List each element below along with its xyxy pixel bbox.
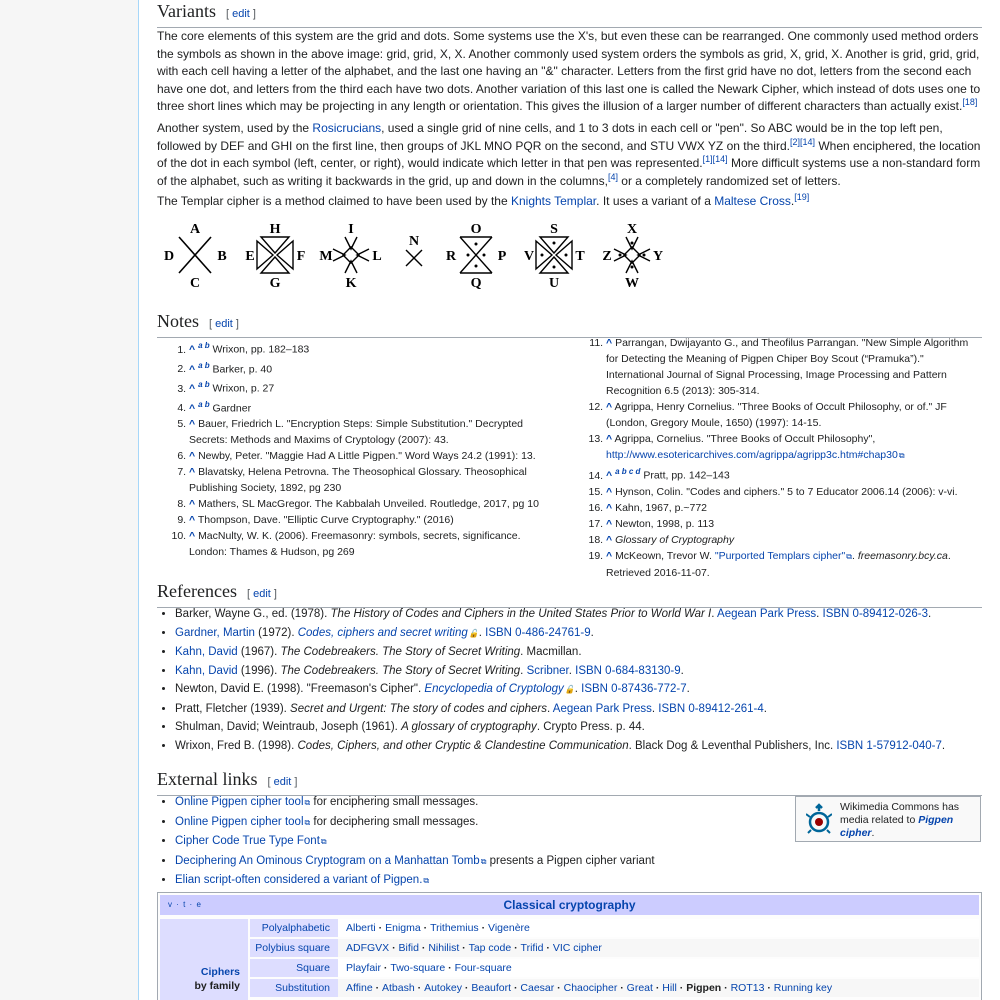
references-list: [157, 605, 982, 755]
note-item: 13. ^ Agrippa, Cornelius. "Three Books of Occult Philosophy", http://www.esotericarchives.com/agrippa/agripp3c.htm#chap30 ⧉: [606, 431, 982, 464]
isbn-link[interactable]: ISBN 0-87436-772-7: [581, 683, 687, 695]
note-item: 18. ^ Glossary of Cryptography: [606, 532, 982, 548]
citation-link[interactable]: [19]: [794, 192, 810, 202]
link-maltese-cross[interactable]: Maltese Cross: [714, 194, 791, 208]
navbox-item-link[interactable]: Vigenère: [488, 922, 530, 934]
external-link-item: • Deciphering An Ominous Cryptogram on a Manhattan Tomb ⧉ presents a Pigpen cipher variant: [175, 852, 777, 872]
paragraph: The core elements of this system are the grid and dots. Some systems use the X's, but even these can be rearranged. One commonly used method orders the symbols as shown in the above image: grid, grid, X, X. Another commonly used system orders the symbols as grid, X, grid, X. Another is grid, grid, grid, with each cell having a letter of the alphabet, and the last one having an "&" character. Letters from the first grid have no dot, letters from the second each have one dot, and letters from the third each have two dots. Another variation of this last one is called the Newark Cipher, which instead of dots uses one to three short lines which may be projecting in any length or orientation. This gives the illusion of a larger number of different characters than actually exist.[18]: [157, 29, 981, 113]
cross-wxyz: [602, 222, 663, 291]
navbox-item-link[interactable]: Beaufort: [471, 982, 512, 994]
cipher-letter: G: [269, 276, 281, 291]
navbox-item-link[interactable]: Trifid: [520, 942, 544, 954]
note-item: 4. ^ $^{a b}$ Gardner: [189, 397, 557, 417]
navbox-item-link[interactable]: Alberti: [346, 922, 376, 934]
navbox-item-link[interactable]: Playfair: [346, 962, 382, 974]
cross-abcd: [164, 222, 227, 291]
external-link[interactable]: Online Pigpen cipher tool ⧉: [175, 796, 310, 808]
article-content: [139, 0, 1000, 1000]
external-link[interactable]: Online Pigpen cipher tool ⧉: [175, 816, 310, 828]
navbox-row: Polybius square ADFGVX · Bifid · Nihilist · Tap code · Trifid · VIC cipher: [250, 939, 979, 957]
publisher-link[interactable]: Aegean Park Press: [717, 608, 817, 620]
note-item: 15. ^ Hynson, Colin. "Codes and ciphers." 5 to 7 Educator 2006.14 (2006): v-vi.: [606, 484, 982, 500]
reference-item: • Barker, Wayne G., ed. (1978). The History of Codes and Ciphers in the United States Prior to World War I. Aegean Park Press. ISBN 0-89412-026-3.: [175, 605, 982, 624]
cipher-letter: Q: [470, 276, 482, 291]
external-link-item: [175, 871, 777, 891]
note-item: 14. ^ $^{a b c d}$ Pratt, pp. 142–143: [606, 464, 982, 484]
cipher-letter: Z: [602, 249, 612, 264]
title-link[interactable]: Encyclopedia of Cryptology 🔓: [424, 683, 574, 695]
link-rosicrucians[interactable]: Rosicrucians: [312, 121, 382, 135]
note-item: 9. ^ Thompson, Dave. "Elliptic Curve Cryptography." (2016): [189, 512, 557, 528]
cipher-letter: S: [550, 222, 558, 237]
reference-item: • Wrixon, Fred B. (1998). Codes, Ciphers, and other Cryptic & Clandestine Communication. Black Dog & Leventhal Publishers, Inc. ISBN 1-57912-040-7.: [175, 737, 982, 756]
author-link[interactable]: Kahn, David: [175, 664, 238, 677]
note-item: 2. ^ $^{a b}$ Barker, p. 40: [189, 358, 557, 378]
vte-links[interactable]: v · t · e: [168, 900, 202, 909]
cipher-letter: R: [445, 249, 457, 264]
cross-n: [406, 234, 422, 266]
isbn-link[interactable]: ISBN 1-57912-040-7: [836, 739, 942, 752]
navbox-item-link[interactable]: ADFGVX: [346, 942, 390, 954]
navbox-item-link[interactable]: ROT13: [730, 982, 765, 994]
cipher-letter: I: [348, 222, 354, 237]
note-item: 12. ^ Agrippa, Henry Cornelius. "Three Books of Occult Philosophy, or of." JF (London, Gregory Moule, 1650) (1997): 14-15.: [606, 399, 982, 431]
cipher-letter: L: [372, 249, 382, 264]
citation-link[interactable]: [4]: [607, 171, 618, 182]
wikimedia-commons-icon: [806, 803, 832, 835]
navbox-classical-cryptography: [157, 892, 982, 1000]
external-link[interactable]: http://www.esotericarchives.com/agrippa/agripp3c.htm#chap30 ⧉: [606, 449, 905, 461]
templar-cipher-figure: [161, 218, 681, 294]
navbox-item-link[interactable]: Pigpen: [686, 982, 722, 994]
reference-item: • Kahn, David (1996). The Codebreakers. The Story of Secret Writing. Scribner. ISBN 0-684-83130-9.: [175, 662, 982, 681]
external-link-item: [175, 832, 777, 852]
cipher-letter: O: [470, 222, 482, 237]
cipher-letter: E: [245, 249, 255, 264]
publisher-link[interactable]: Aegean Park Press: [552, 702, 652, 715]
navbox-title: [160, 895, 979, 915]
cipher-letter: D: [163, 249, 175, 264]
isbn-link[interactable]: ISBN 0-89412-261-4: [658, 702, 764, 715]
reference-item: • Shulman, David; Weintraub, Joseph (1961). A glossary of cryptography. Crypto Press. p. 44.: [175, 718, 982, 737]
left-sidebar: [0, 0, 139, 1000]
external-link[interactable]: Deciphering An Ominous Cryptogram on a Manhattan Tomb ⧉: [175, 855, 486, 867]
paragraph: Another system, used by the Rosicrucians, used a single grid of nine cells, and 1 to 3 dots in each cell or "pen". So ABC would be in the top left pen, followed by DEF and GHI on the first line, then groups of JKL MNO PQR on the second, and STU VWX YZ on the third.[2][14] When enciphered, the location of the dot in each symbol (left, center, or right), would indicate which letter in that pen was represented.[1][14] More difficult systems use a non-standard form of the alphabet, such as writing it backwards in the grid, up and down in the columns,[4] or a completely randomized set of letters.: [157, 121, 981, 188]
link-knights-templar[interactable]: Knights Templar: [510, 194, 597, 208]
navbox-item-link[interactable]: Two-square: [390, 962, 446, 974]
citation-link[interactable]: [14]: [712, 154, 728, 164]
cipher-letter: K: [345, 276, 357, 291]
isbn-link[interactable]: ISBN 0-486-24761-9: [485, 626, 591, 639]
navbox-item-link[interactable]: Enigma: [385, 922, 421, 934]
title-link[interactable]: Codes, ciphers and secret writing 🔓: [298, 627, 479, 639]
note-item: 8. ^ Mathers, SL MacGregor. The Kabbalah Unveiled. Routledge, 2017, pg 10: [189, 496, 557, 512]
edit-link-external[interactable]: [ edit ]: [267, 776, 298, 788]
note-item: 3. ^ $^{a b}$ Wrixon, p. 27: [189, 377, 557, 397]
navbox-item-link[interactable]: Autokey: [424, 982, 463, 994]
navbox-item-link[interactable]: Chaocipher: [563, 982, 618, 994]
reference-item: • Kahn, David (1967). The Codebreakers. The Story of Secret Writing. Macmillan.: [175, 643, 982, 662]
navbox-item-link[interactable]: Great: [626, 982, 653, 994]
note-item: 17. ^ Newton, 1998, p. 113: [606, 516, 982, 532]
cipher-letter: A: [189, 222, 201, 237]
section-heading-external-links: External links [ edit ]: [157, 768, 982, 796]
cipher-letter: P: [497, 249, 507, 264]
citation-link[interactable]: [1]: [702, 154, 713, 164]
commons-box: Wikimedia Commons has media related to Pigpen cipher.: [795, 796, 981, 842]
note-item: 10. ^ MacNulty, W. K. (2006). Freemasonry: symbols, secrets, significance. London: Thames & Hudson, pg 269: [189, 528, 557, 560]
external-link[interactable]: Cipher Code True Type Font ⧉: [175, 835, 327, 847]
edit-link-references[interactable]: [ edit ]: [246, 588, 277, 600]
cipher-letter: N: [408, 234, 420, 249]
navbox-item-link[interactable]: Trithemius: [430, 922, 479, 934]
citation-link[interactable]: [2]: [789, 136, 800, 147]
note-item: 16. ^ Kahn, 1967, p.~772: [606, 500, 982, 516]
edit-link-notes[interactable]: [ edit ]: [209, 318, 239, 330]
notes-list-left: [157, 338, 557, 560]
cipher-letter: Y: [652, 249, 664, 264]
cross-efgh: [245, 222, 305, 291]
navbox-row-label: Polyalphabetic: [250, 919, 338, 937]
note-item: 1. ^ $^{a b}$ Wrixon, pp. 182–183: [189, 338, 557, 358]
author-link[interactable]: Kahn, David: [175, 646, 238, 658]
external-links-list: [157, 793, 777, 891]
cipher-letter: F: [296, 249, 306, 264]
navbox-item-link[interactable]: Running key: [773, 982, 833, 994]
navbox-row-label: Substitution: [250, 979, 338, 997]
navbox-item-link[interactable]: Four-square: [454, 962, 512, 974]
navbox-group: Ciphers by family: [160, 919, 248, 1000]
cipher-letter: B: [217, 249, 227, 264]
navbox-item-link[interactable]: Tap code: [468, 942, 512, 954]
citation-link[interactable]: [18]: [962, 97, 978, 107]
navbox-item-link[interactable]: Affine: [346, 982, 373, 994]
navbox-item-link[interactable]: VIC cipher: [552, 942, 602, 954]
section-heading-references: References [ edit ]: [157, 580, 982, 608]
navbox-item-link[interactable]: Atbash: [382, 982, 415, 994]
cipher-letter: T: [575, 249, 585, 264]
cipher-letter: X: [626, 222, 638, 237]
note-item: 6. ^ Newby, Peter. "Maggie Had A Little Pigpen." Word Ways 24.2 (1991): 13.: [189, 448, 557, 464]
navbox-row: Polyalphabetic Alberti · Enigma · Trithemius · Vigenère: [250, 919, 979, 937]
navbox-title-link[interactable]: Classical cryptography: [503, 898, 636, 912]
external-link[interactable]: "Purported Templars cipher" ⧉: [715, 550, 852, 562]
external-link-item: • Online Pigpen cipher tool ⧉ for enciphering small messages.: [175, 793, 777, 813]
navbox-item-link[interactable]: Hill: [662, 982, 677, 994]
note-item: 11. ^ Parrangan, Dwijayanto G., and Theofilus Parrangan. "New Simple Algorithm for Detecting the Meaning of Pigpen Chiper Boy Scout (“Pramuka”)." International Journal of Signal Processing, Image Processing and Pattern Recognition 6.5 (2013): 305-314.: [606, 335, 982, 399]
external-link-item: • Online Pigpen cipher tool ⧉ for deciphering small messages.: [175, 813, 777, 833]
navbox-row: Square Playfair · Two-square · Four-square: [250, 959, 979, 977]
cross-iklm: [319, 222, 381, 291]
edit-link-variants[interactable]: [ edit ]: [225, 8, 256, 20]
cipher-letter: V: [523, 249, 535, 264]
paragraph: The Templar cipher is a method claimed to have been used by the Knights Templar. It uses a variant of a Maltese Cross.[19]: [157, 192, 810, 208]
isbn-link[interactable]: ISBN 0-684-83130-9: [575, 664, 681, 677]
commons-link[interactable]: Pigpen cipher: [840, 814, 954, 839]
publisher-link[interactable]: Scribner: [526, 664, 569, 677]
navbox-row-label: Square: [250, 959, 338, 977]
note-item: 19. ^ McKeown, Trevor W. "Purported Templars cipher" ⧉ . freemasonry.bcy.ca. Retrieved 2016-11-07.: [606, 548, 982, 581]
cross-stuv: [524, 222, 585, 291]
cipher-letter: U: [548, 276, 560, 291]
note-item: 5. ^ Bauer, Friedrich L. "Encryption Steps: Simple Substitution." Decrypted Secrets: Methods and Maxims of Cryptology (2007): 43.: [189, 416, 557, 448]
reference-item: • Pratt, Fletcher (1939). Secret and Urgent: The story of codes and ciphers. Aegean Park Press. ISBN 0-89412-261-4.: [175, 700, 982, 719]
section-heading-notes: Notes [ edit ]: [157, 310, 982, 338]
notes-list-right: [574, 335, 982, 581]
cipher-letter: W: [625, 276, 639, 291]
navbox-item-link[interactable]: Bifid: [398, 942, 419, 954]
navbox-row: Substitution Affine · Atbash · Autokey · Beaufort · Caesar · Chaocipher · Great · Hill · Pigpen · ROT13 · Running key: [250, 979, 979, 997]
external-link[interactable]: Elian script-often considered a variant of Pigpen. ⧉: [175, 874, 429, 886]
cipher-letter: H: [269, 222, 281, 237]
cipher-letter: M: [319, 249, 333, 264]
cipher-letter: C: [189, 276, 201, 291]
citation-link[interactable]: [14]: [800, 136, 816, 147]
isbn-link[interactable]: ISBN 0-89412-026-3: [822, 608, 928, 620]
navbox-item-link[interactable]: Caesar: [520, 982, 555, 994]
reference-item: • Newton, David E. (1998). "Freemason's Cipher". Encyclopedia of Cryptology 🔓 . ISBN 0-87436-772-7.: [175, 680, 982, 700]
note-item: 7. ^ Blavatsky, Helena Petrovna. The Theosophical Glossary. Theosophical Publishing Society, 1892, pg 230: [189, 464, 557, 496]
section-heading-variants: Variants [ edit ]: [157, 0, 982, 28]
navbox-row-label: Polybius square: [250, 939, 338, 957]
cross-opqr: [446, 222, 507, 291]
navbox-item-link[interactable]: Nihilist: [428, 942, 460, 954]
author-link[interactable]: Gardner, Martin: [175, 626, 255, 639]
reference-item: • Gardner, Martin (1972). Codes, ciphers and secret writing 🔓 . ISBN 0-486-24761-9.: [175, 624, 982, 644]
